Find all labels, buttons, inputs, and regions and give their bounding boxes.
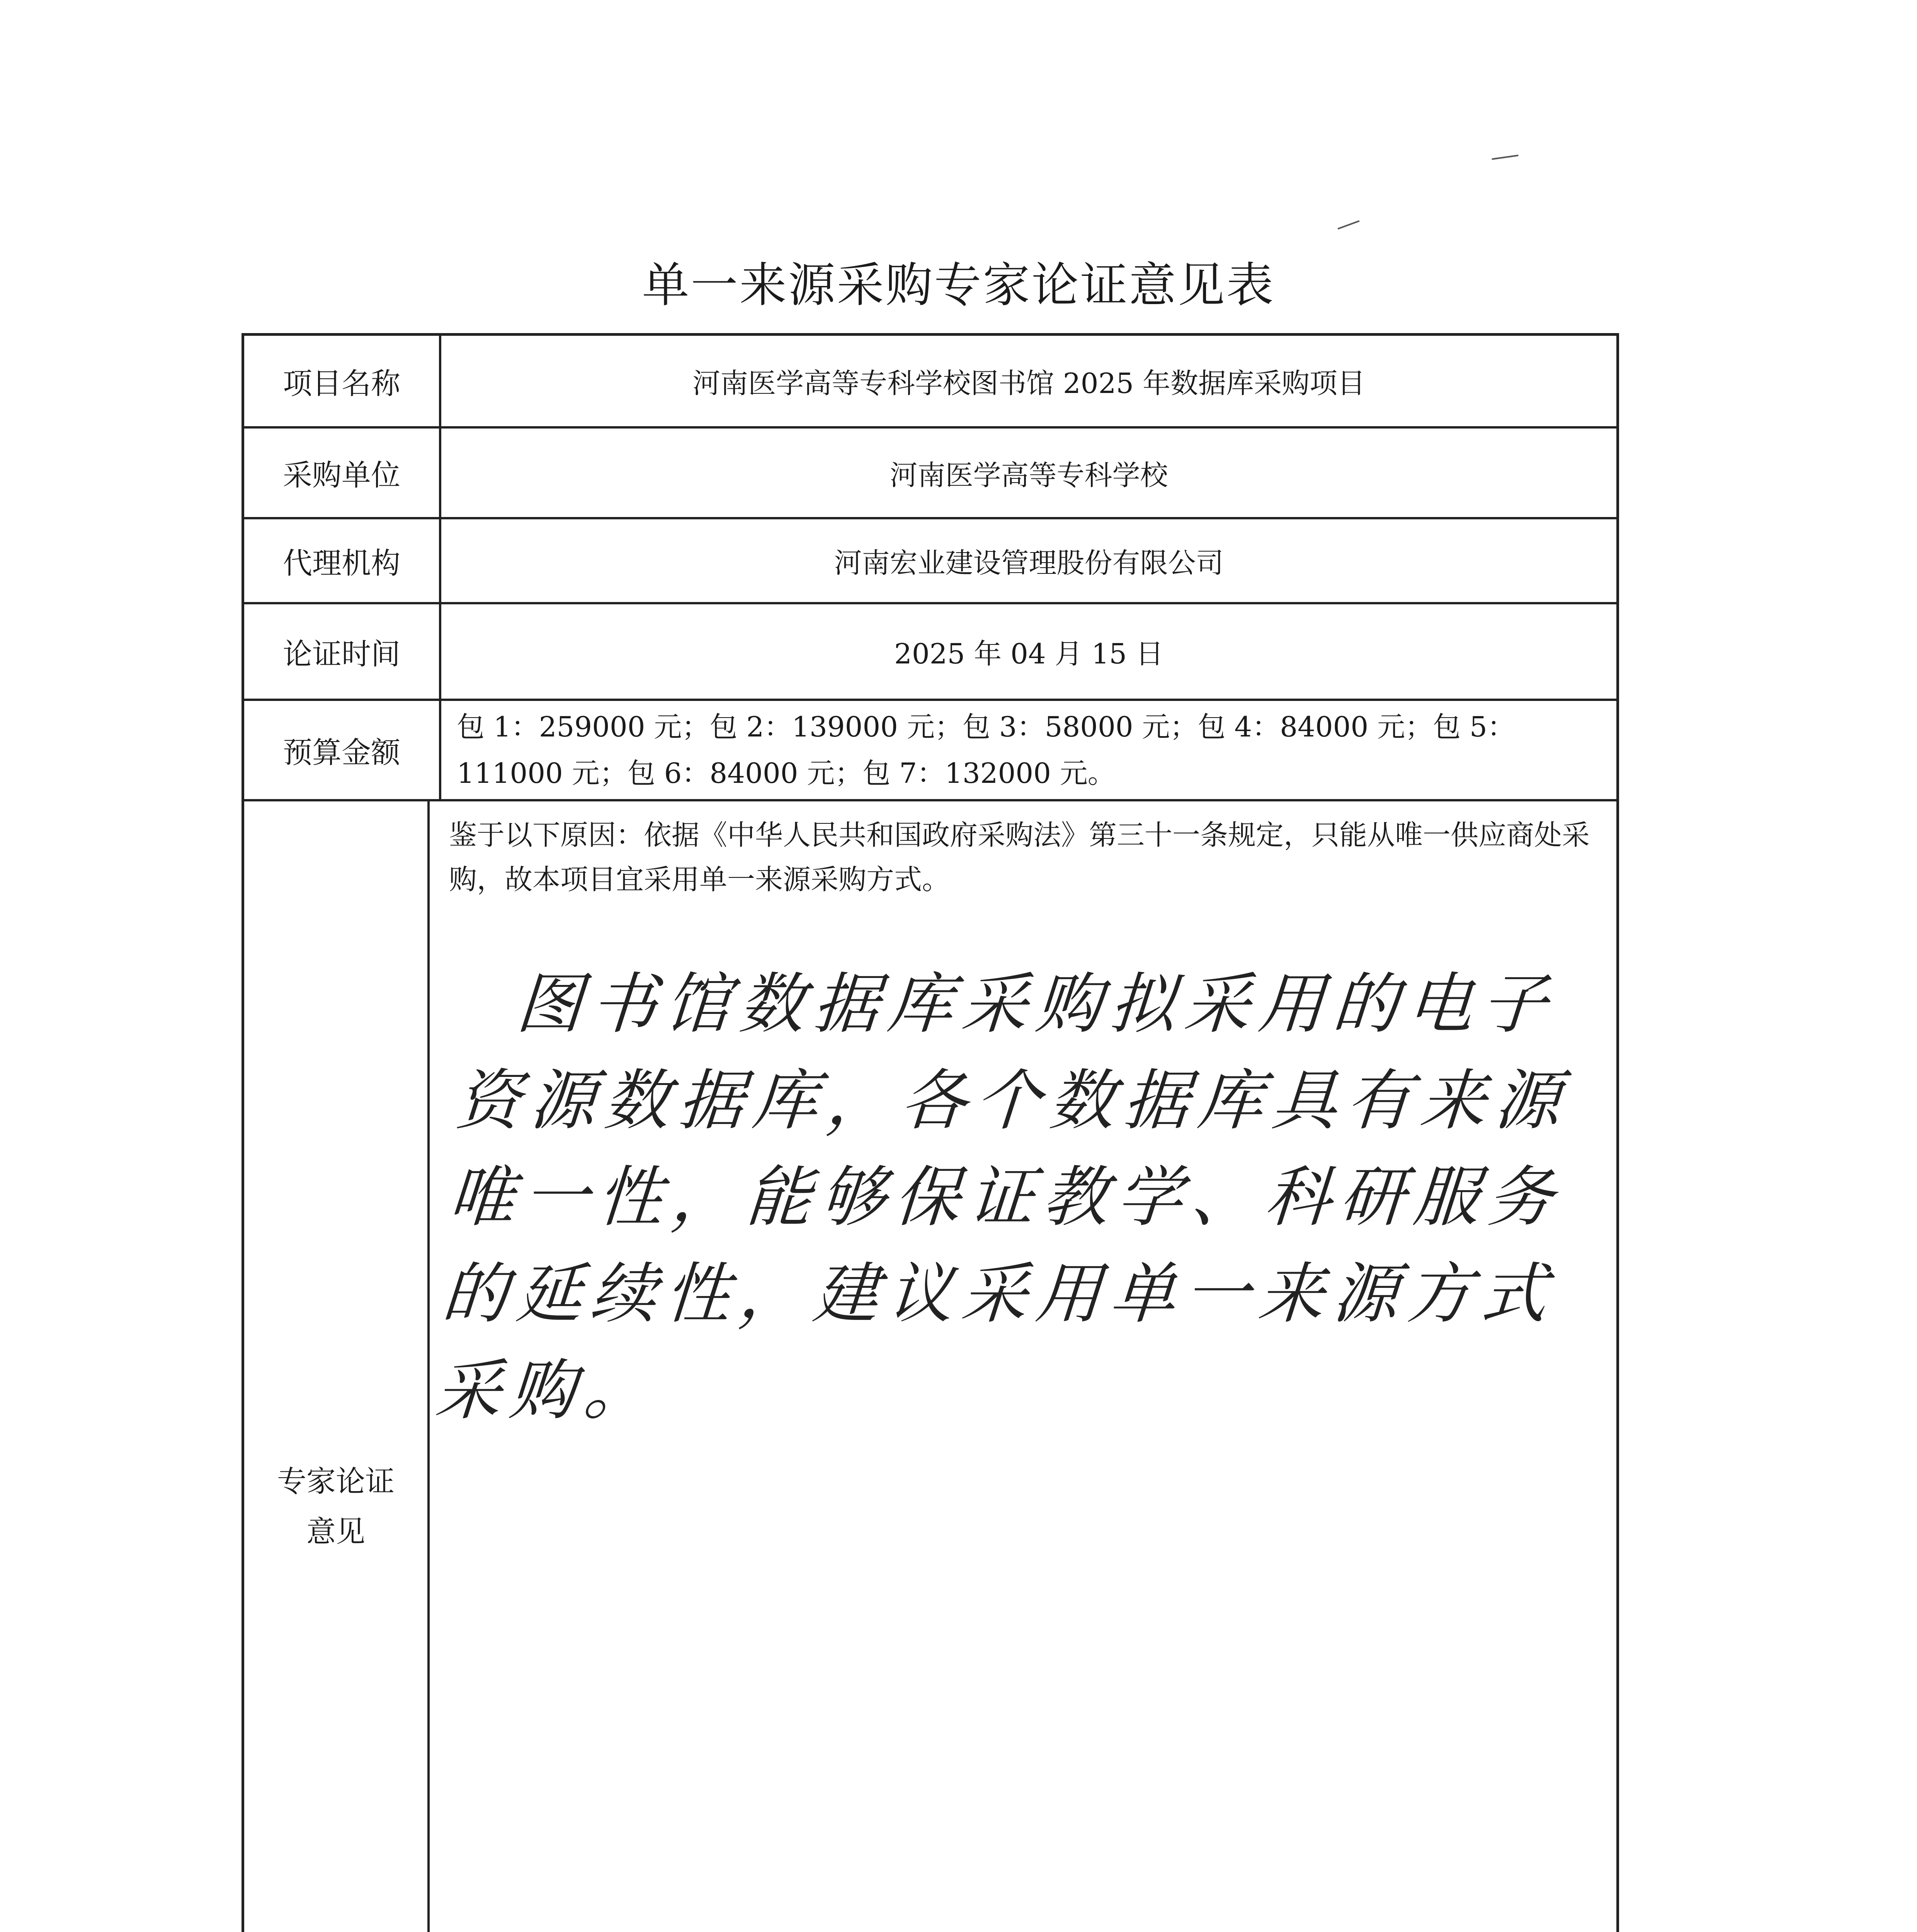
opinion-body (430, 801, 1616, 1932)
opinion-label (244, 801, 430, 1932)
project-name-value: 河南医学高等专科学校图书馆 2025 年数据库采购项目 (692, 367, 1365, 400)
scan-mark (1492, 155, 1519, 160)
date-label: 论证时间 (244, 604, 441, 699)
page-title: 单一来源采购专家论证意见表 (642, 258, 1275, 313)
purchaser-label: 采购单位 (244, 429, 441, 517)
agency-row (244, 519, 1616, 604)
purchaser-row (244, 429, 1616, 519)
date-value: 2025 年 04 月 15 日 (894, 638, 1163, 670)
scan-mark (1337, 220, 1360, 230)
budget-value: 包 1：259000 元；包 2：139000 元；包 3：58000 元；包 4：84000 元；包 5：111000 元；包 6：84000 元；包 7：132000 元。 (457, 711, 1515, 789)
opinion-row (244, 801, 1616, 1932)
opinion-label-line2: 意见 (306, 1514, 365, 1549)
purchaser-value: 河南医学高等专科学校 (890, 459, 1168, 492)
project-name-label: 项目名称 (244, 336, 441, 426)
info-table (242, 333, 1619, 1932)
opinion-label-line1: 专家论证 (277, 1464, 395, 1498)
opinion-printed-text: 鉴于以下原因：依据《中华人民共和国政府采购法》第三十一条规定，只能从唯一供应商处采购，故本项目宜采用单一来源采购方式。 (449, 819, 1590, 896)
date-row (244, 604, 1616, 701)
agency-label: 代理机构 (244, 519, 441, 602)
agency-value: 河南宏业建设管理股份有限公司 (834, 547, 1224, 579)
opinion-handwritten-text: 图书馆数据库采购拟采用的电子资源数据库，各个数据库具有来源唯一性，能够保证教学、科研服务的延续性，建议采用单一来源方式采购。 (433, 966, 1572, 1429)
budget-label: 预算金额 (244, 701, 441, 799)
project-name-row (244, 336, 1616, 429)
budget-row (244, 701, 1616, 801)
